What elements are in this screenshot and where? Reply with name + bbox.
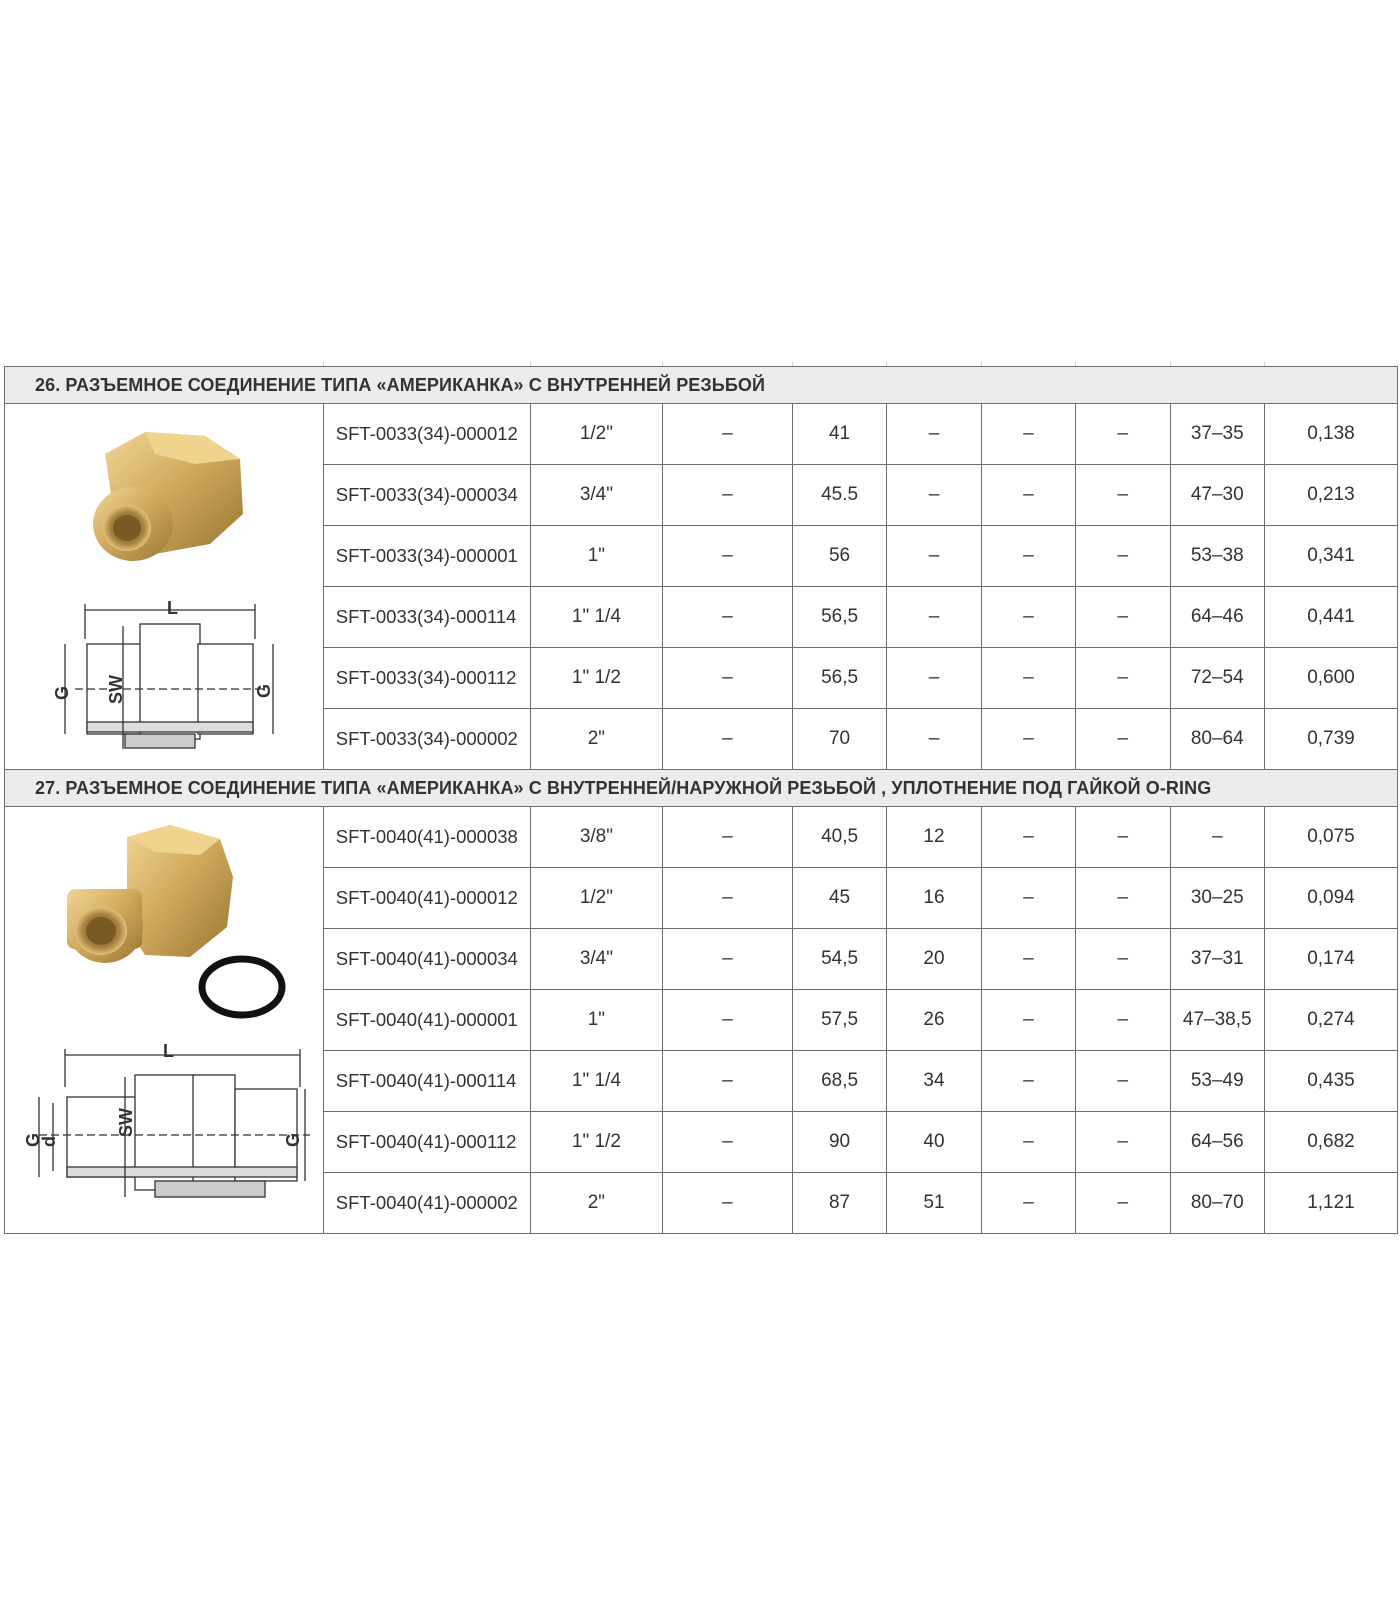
- wrench-size: 64–46: [1170, 587, 1264, 648]
- weight-value: 0,174: [1264, 929, 1397, 990]
- article-code: SFT-0033(34)-000112: [323, 648, 530, 709]
- section-header-26: [5, 367, 1398, 404]
- length-value: 45: [792, 868, 886, 929]
- product-image-cell: [5, 404, 324, 770]
- length-value: 41: [792, 404, 886, 465]
- weight-value: 0,435: [1264, 1051, 1397, 1112]
- cell: –: [981, 990, 1075, 1051]
- cell: –: [981, 868, 1075, 929]
- dim-label-G-left: G: [52, 685, 72, 700]
- cell: –: [1076, 990, 1170, 1051]
- cell: –: [1076, 929, 1170, 990]
- weight-value: 0,075: [1264, 807, 1397, 868]
- weight-value: 0,739: [1264, 709, 1397, 770]
- dim-label-SW: SW: [116, 1108, 136, 1137]
- length-value: 70: [792, 709, 886, 770]
- dim-label-G-left: G: [23, 1132, 43, 1147]
- cell: –: [1076, 868, 1170, 929]
- length-value: 68,5: [792, 1051, 886, 1112]
- wrench-size: 30–25: [1170, 868, 1264, 929]
- article-code: SFT-0040(41)-000114: [323, 1051, 530, 1112]
- thread-size: 3/8": [530, 807, 662, 868]
- dim-label-L: L: [163, 1041, 174, 1061]
- dim-label-G-right: G: [283, 1132, 303, 1147]
- cell: –: [981, 807, 1075, 868]
- weight-value: 0,341: [1264, 526, 1397, 587]
- thread-size: 1/2": [530, 404, 662, 465]
- section-title: 27. РАЗЪЕМНОЕ СОЕДИНЕНИЕ ТИПА «АМЕРИКАНКА» С ВНУТРЕННЕЙ/НАРУЖНОЙ РЕЗЬБОЙ , УПЛОТНЕНИЕ ПОД ГАЙКОЙ O-RING: [5, 770, 1398, 807]
- cell: –: [981, 587, 1075, 648]
- cell: –: [887, 648, 981, 709]
- weight-value: 1,121: [1264, 1173, 1397, 1234]
- dim-label-SW: SW: [106, 675, 126, 704]
- cell: –: [1076, 807, 1170, 868]
- wrench-size: 47–30: [1170, 465, 1264, 526]
- wrench-size: 47–38,5: [1170, 990, 1264, 1051]
- cell: –: [662, 1112, 792, 1173]
- cell: –: [662, 807, 792, 868]
- cell: 51: [887, 1173, 981, 1234]
- cell: –: [887, 526, 981, 587]
- cell: –: [887, 465, 981, 526]
- article-code: SFT-0033(34)-000001: [323, 526, 530, 587]
- cell: –: [662, 587, 792, 648]
- thread-size: 2": [530, 1173, 662, 1234]
- product-image-cell: [5, 807, 324, 1234]
- length-value: 40,5: [792, 807, 886, 868]
- thread-size: 3/4": [530, 929, 662, 990]
- cell: –: [662, 709, 792, 770]
- article-code: SFT-0033(34)-000012: [323, 404, 530, 465]
- union-fitting-photo: [67, 825, 233, 963]
- cell: 34: [887, 1051, 981, 1112]
- article-code: SFT-0040(41)-000001: [323, 990, 530, 1051]
- cell: –: [981, 526, 1075, 587]
- thread-size: 1/2": [530, 868, 662, 929]
- union-fitting-illustration: [5, 404, 317, 760]
- cell: –: [1076, 1173, 1170, 1234]
- cell: –: [1076, 648, 1170, 709]
- wrench-size: 53–49: [1170, 1051, 1264, 1112]
- wrench-size: 80–64: [1170, 709, 1264, 770]
- union-fitting-photo: [93, 432, 243, 561]
- article-code: SFT-0040(41)-000112: [323, 1112, 530, 1173]
- length-value: 56: [792, 526, 886, 587]
- length-value: 56,5: [792, 587, 886, 648]
- cell: 26: [887, 990, 981, 1051]
- o-ring-seal: [202, 959, 282, 1015]
- article-code: SFT-0033(34)-000114: [323, 587, 530, 648]
- cell: –: [1076, 709, 1170, 770]
- length-value: 56,5: [792, 648, 886, 709]
- thread-size: 3/4": [530, 465, 662, 526]
- cell: –: [887, 709, 981, 770]
- article-code: SFT-0040(41)-000034: [323, 929, 530, 990]
- cell: –: [1076, 404, 1170, 465]
- weight-value: 0,682: [1264, 1112, 1397, 1173]
- cell: 16: [887, 868, 981, 929]
- wrench-size: 80–70: [1170, 1173, 1264, 1234]
- article-code: SFT-0040(41)-000012: [323, 868, 530, 929]
- cell: –: [981, 1051, 1075, 1112]
- cell: –: [662, 929, 792, 990]
- dim-label-d: d: [39, 1136, 59, 1147]
- table-row: [5, 807, 1398, 868]
- cell: –: [662, 1051, 792, 1112]
- wrench-size: 72–54: [1170, 648, 1264, 709]
- cell: –: [887, 587, 981, 648]
- cell: –: [1076, 587, 1170, 648]
- cell: –: [981, 709, 1075, 770]
- article-code: SFT-0040(41)-000002: [323, 1173, 530, 1234]
- thread-size: 1" 1/4: [530, 1051, 662, 1112]
- cell: –: [1076, 526, 1170, 587]
- dim-label-G-right: G: [254, 683, 274, 698]
- thread-size: 1" 1/4: [530, 587, 662, 648]
- thread-size: 1": [530, 526, 662, 587]
- cell: –: [662, 648, 792, 709]
- weight-value: 0,600: [1264, 648, 1397, 709]
- section-title: 26. РАЗЪЕМНОЕ СОЕДИНЕНИЕ ТИПА «АМЕРИКАНКА» С ВНУТРЕННЕЙ РЕЗЬБОЙ: [5, 367, 1398, 404]
- cell: 12: [887, 807, 981, 868]
- wrench-size: 37–35: [1170, 404, 1264, 465]
- wrench-size: 64–56: [1170, 1112, 1264, 1173]
- section-header-27: [5, 770, 1398, 807]
- union-fitting-drawing: [39, 1049, 310, 1197]
- cell: –: [981, 1112, 1075, 1173]
- weight-value: 0,094: [1264, 868, 1397, 929]
- length-value: 90: [792, 1112, 886, 1173]
- dim-label-L: L: [167, 598, 178, 618]
- cell: –: [887, 404, 981, 465]
- cell: –: [662, 465, 792, 526]
- cell: –: [662, 526, 792, 587]
- thread-size: 2": [530, 709, 662, 770]
- cell: –: [981, 648, 1075, 709]
- article-code: SFT-0040(41)-000038: [323, 807, 530, 868]
- wrench-size: 37–31: [1170, 929, 1264, 990]
- length-value: 54,5: [792, 929, 886, 990]
- cell: 20: [887, 929, 981, 990]
- product-catalog-table: [4, 362, 1398, 1234]
- weight-value: 0,138: [1264, 404, 1397, 465]
- cell: –: [981, 465, 1075, 526]
- weight-value: 0,213: [1264, 465, 1397, 526]
- cell: –: [1076, 465, 1170, 526]
- cell: –: [662, 404, 792, 465]
- cell: 40: [887, 1112, 981, 1173]
- cell: –: [981, 1173, 1075, 1234]
- cell: –: [662, 868, 792, 929]
- length-value: 57,5: [792, 990, 886, 1051]
- thread-size: 1": [530, 990, 662, 1051]
- cell: –: [1076, 1051, 1170, 1112]
- cell: –: [662, 1173, 792, 1234]
- wrench-size: –: [1170, 807, 1264, 868]
- union-fitting-oring-illustration: [5, 807, 317, 1223]
- thread-size: 1" 1/2: [530, 1112, 662, 1173]
- weight-value: 0,441: [1264, 587, 1397, 648]
- cell: –: [981, 404, 1075, 465]
- table-row: [5, 404, 1398, 465]
- article-code: SFT-0033(34)-000034: [323, 465, 530, 526]
- union-fitting-drawing: [65, 604, 273, 749]
- cell: –: [981, 929, 1075, 990]
- wrench-size: 53–38: [1170, 526, 1264, 587]
- length-value: 87: [792, 1173, 886, 1234]
- article-code: SFT-0033(34)-000002: [323, 709, 530, 770]
- cell: –: [1076, 1112, 1170, 1173]
- cell: –: [662, 990, 792, 1051]
- length-value: 45.5: [792, 465, 886, 526]
- weight-value: 0,274: [1264, 990, 1397, 1051]
- thread-size: 1" 1/2: [530, 648, 662, 709]
